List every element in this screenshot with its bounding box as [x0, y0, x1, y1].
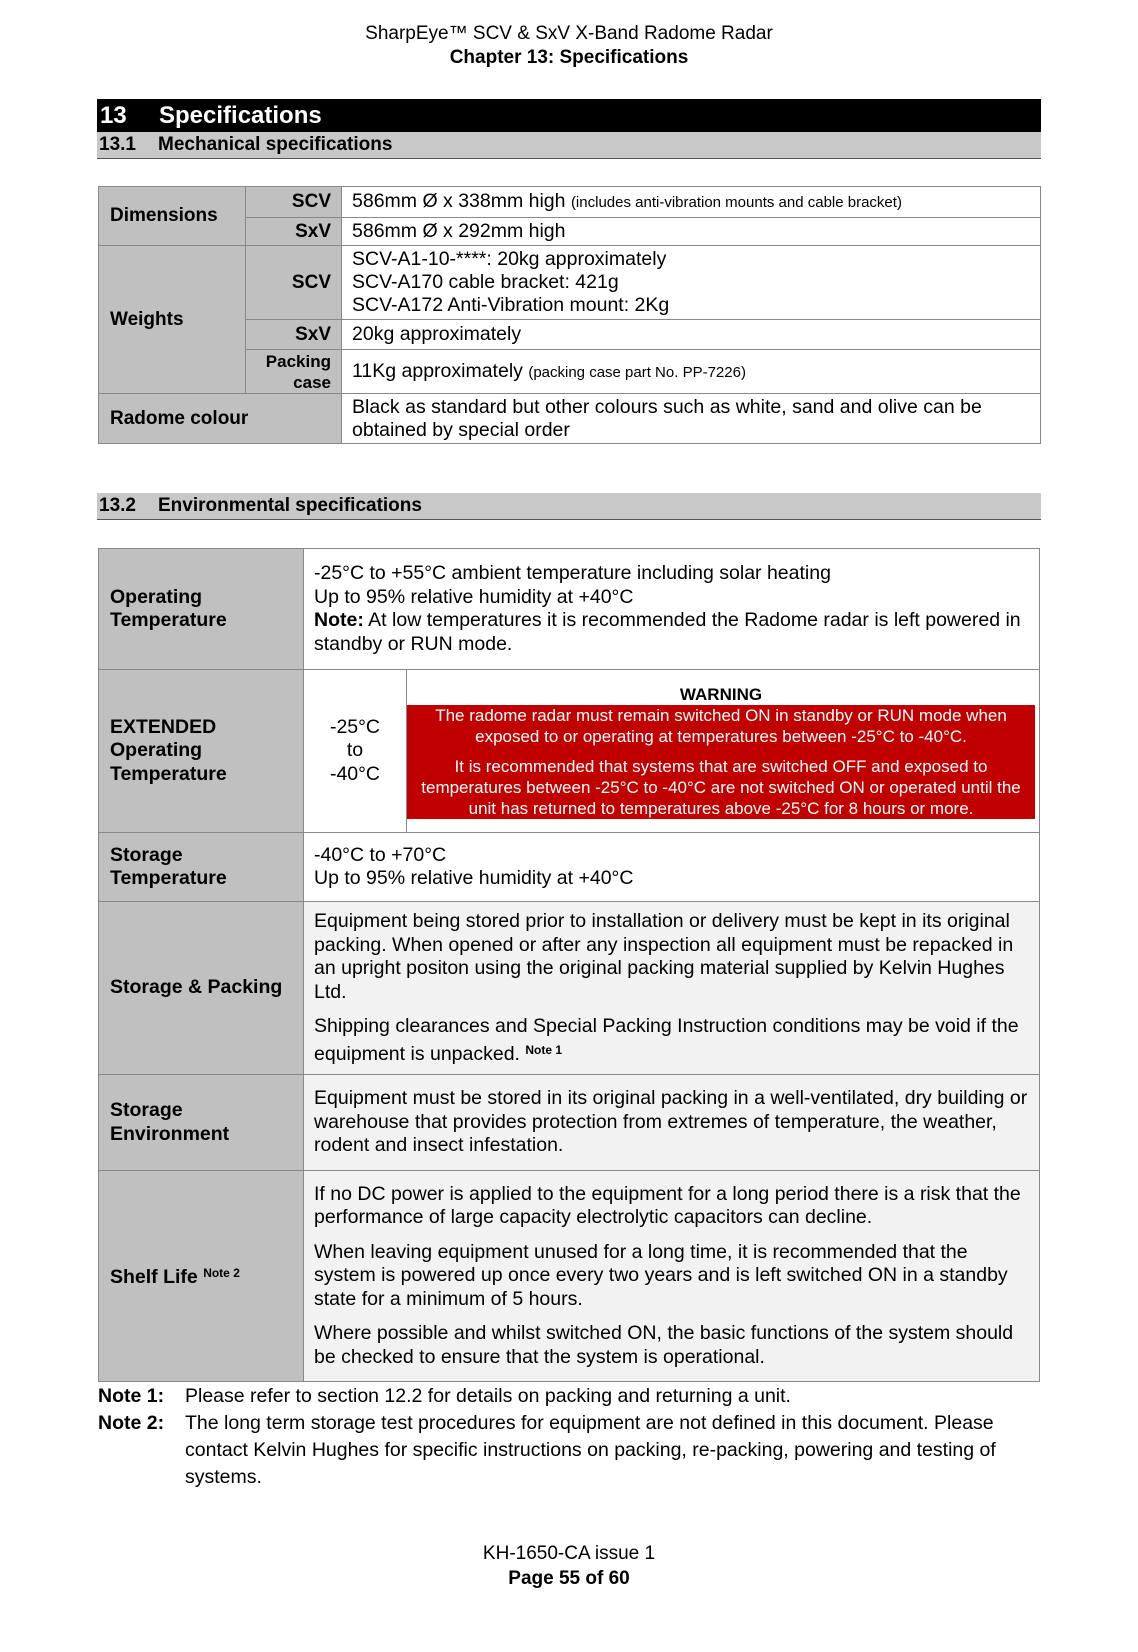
mechanical-heading: [97, 132, 1041, 159]
document-id: KH-1650-CA issue 1: [482, 1543, 656, 1564]
w-scv-line: SCV-A170 cable bracket: 421g: [352, 271, 619, 293]
w-scv-label: SCV: [246, 246, 342, 320]
op-temp-label: Operating Temperature: [99, 549, 304, 670]
w-sxv-label: SxV: [246, 320, 342, 350]
document-title: SharpEye™ SCV & SxV X-Band Radome Radar: [365, 23, 773, 44]
ext-temp-label: EXTENDED Operating Temperature: [99, 670, 304, 833]
storage-temp-label: Storage Temperature: [99, 833, 304, 902]
page-number: Page 55 of 60: [508, 1568, 630, 1589]
w-scv-line: SCV-A172 Anti-Vibration mount: 2Kg: [352, 294, 670, 316]
w-scv-line: SCV-A1-10-****: 20kg approximately: [352, 248, 667, 270]
table-row: [99, 902, 1040, 1075]
storage-env-value: [304, 1075, 1040, 1171]
w-pack-label-line: Packing: [265, 351, 331, 371]
table-row: [99, 1075, 1040, 1171]
shelf-life-para: If no DC power is applied to the equipment for a long period there is a risk that the performance of large capacity electrolytic capacitors can decline.: [314, 1182, 1021, 1229]
environmental-spec-table: [98, 548, 1040, 1382]
op-temp-note: [314, 609, 1029, 656]
weights-label: Weights: [99, 246, 246, 394]
table-row: [99, 246, 1041, 320]
w-pack-value: [342, 350, 1041, 394]
storage-env-text: Equipment must be stored in its original packing in a well-ventilated, dry building or warehouse that provides protection from extremes of temperature, the weather, rodent and insect infestation.: [314, 1087, 1028, 1157]
op-temp-line: -25°C to +55°C ambient temperature including solar heating: [314, 562, 831, 584]
shelf-life-text: Shelf Life: [110, 1266, 198, 1289]
dim-sxv-label: SxV: [246, 218, 342, 246]
packing-text: [314, 1015, 1029, 1066]
storage-temp-line: Up to 95% relative humidity at +40°C: [314, 867, 634, 889]
footnote-text: Please refer to section 12.2 for details on packing and returning a unit.: [185, 1385, 791, 1407]
section-number: 13: [100, 102, 127, 129]
footnote-text: The long term storage test procedures for equipment are not defined in this document. Please contact Kelvin Hughes for specific instructions on packing, re-packing, powering and testing of systems.: [185, 1412, 996, 1488]
footnote-key: Note 1:: [98, 1385, 165, 1407]
ext-range-from: -25°C: [329, 715, 381, 738]
op-temp-line: Up to 95% relative humidity at +40°C: [314, 585, 634, 608]
warning-text: It is recommended that systems that are switched OFF and exposed to temperatures between -25°C to -40°C are not switched ON or operated until the unit has returned to temperatures above -25°C for 8 hours or more.: [421, 756, 1021, 818]
table-row: [99, 1171, 1040, 1382]
footnote-2: [98, 1410, 1015, 1491]
shelf-life-para: Where possible and whilst switched ON, the basic functions of the system should be checked to ensure that the system is operational.: [314, 1322, 1014, 1368]
warning-title: WARNING: [679, 684, 763, 704]
packing-label: Storage & Packing: [99, 902, 304, 1075]
packing-text-span: Shipping clearances and Special Packing Instruction conditions may be void if the equipment is unpacked.: [314, 1015, 1019, 1065]
environmental-number: 13.2: [99, 495, 136, 516]
w-pack-text: 11Kg approximately: [352, 359, 523, 382]
w-sxv-value: 20kg approximately: [342, 320, 1041, 350]
dim-scv-value: [342, 187, 1041, 218]
table-row: [99, 670, 1040, 833]
footnotes: [98, 1383, 1015, 1491]
environmental-title: Environmental specifications: [158, 495, 422, 516]
storage-temp-value: [304, 833, 1040, 902]
mechanical-title: Mechanical specifications: [158, 134, 393, 155]
table-row: [99, 394, 1041, 444]
w-pack-label: [246, 350, 342, 394]
dim-scv-note: (includes anti-vibration mounts and cable bracket): [570, 194, 902, 211]
mechanical-number: 13.1: [99, 134, 136, 155]
ext-range-end: -40°C: [329, 762, 381, 785]
environmental-heading: [97, 493, 1041, 520]
footnote-key: Note 2:: [98, 1412, 165, 1434]
warning-text: The radome radar must remain switched ON in standby or RUN mode when exposed to or operating at temperatures between -25°C to -40°C.: [435, 705, 1007, 746]
colour-label: Radome colour: [99, 394, 342, 444]
dim-scv-label: SCV: [246, 187, 342, 218]
dim-sxv-value: 586mm Ø x 292mm high: [342, 218, 1041, 246]
section-title: Specifications: [159, 102, 322, 129]
page-header: [0, 22, 1138, 70]
w-pack-note: (packing case part No. PP-7226): [528, 363, 746, 381]
table-row: [99, 187, 1041, 218]
footnote-1: [98, 1383, 1015, 1410]
dimensions-label: Dimensions: [99, 187, 246, 246]
op-note-label: Note:: [314, 609, 364, 631]
warning-cell: [407, 670, 1040, 833]
op-note-text: At low temperatures it is recommended the Radome radar is left powered in standby or RUN mode.: [314, 609, 1021, 655]
w-scv-value: [342, 246, 1041, 320]
packing-value: [304, 902, 1040, 1075]
w-pack-label-line: case: [293, 372, 331, 392]
op-temp-value: [304, 549, 1040, 670]
packing-text: Equipment being stored prior to installation or delivery must be kept in its original packing. When opened or after any inspection all equipment must be repacked in an upright positon using the original packing material supplied by Kelvin Hughes Ltd.: [314, 910, 1014, 1003]
chapter-title: Chapter 13: Specifications: [449, 47, 689, 68]
ext-temp-range: [304, 670, 407, 833]
table-row: [99, 833, 1040, 902]
storage-temp-line: -40°C to +70°C: [314, 843, 447, 866]
shelf-life-value: [304, 1171, 1040, 1382]
section-heading: [97, 99, 1041, 132]
note-1-ref: Note 1: [525, 1042, 563, 1057]
warning-box: [407, 705, 1035, 819]
table-row: [99, 549, 1040, 670]
note-2-ref: Note 2: [203, 1266, 240, 1281]
shelf-life-label: [99, 1171, 304, 1382]
shelf-life-para: When leaving equipment unused for a long time, it is recommended that the system is powered up once every two years and is left switched ON in a standby state for a minimum of 5 hours.: [314, 1240, 1008, 1310]
colour-value: Black as standard but other colours such as white, sand and olive can be obtained by special order: [342, 394, 1041, 444]
mechanical-spec-table: [98, 186, 1041, 444]
storage-env-label: Storage Environment: [99, 1075, 304, 1171]
page-footer: [0, 1541, 1138, 1591]
ext-range-to: to: [346, 739, 364, 762]
dim-scv-text: 586mm Ø x 338mm high: [352, 190, 566, 212]
